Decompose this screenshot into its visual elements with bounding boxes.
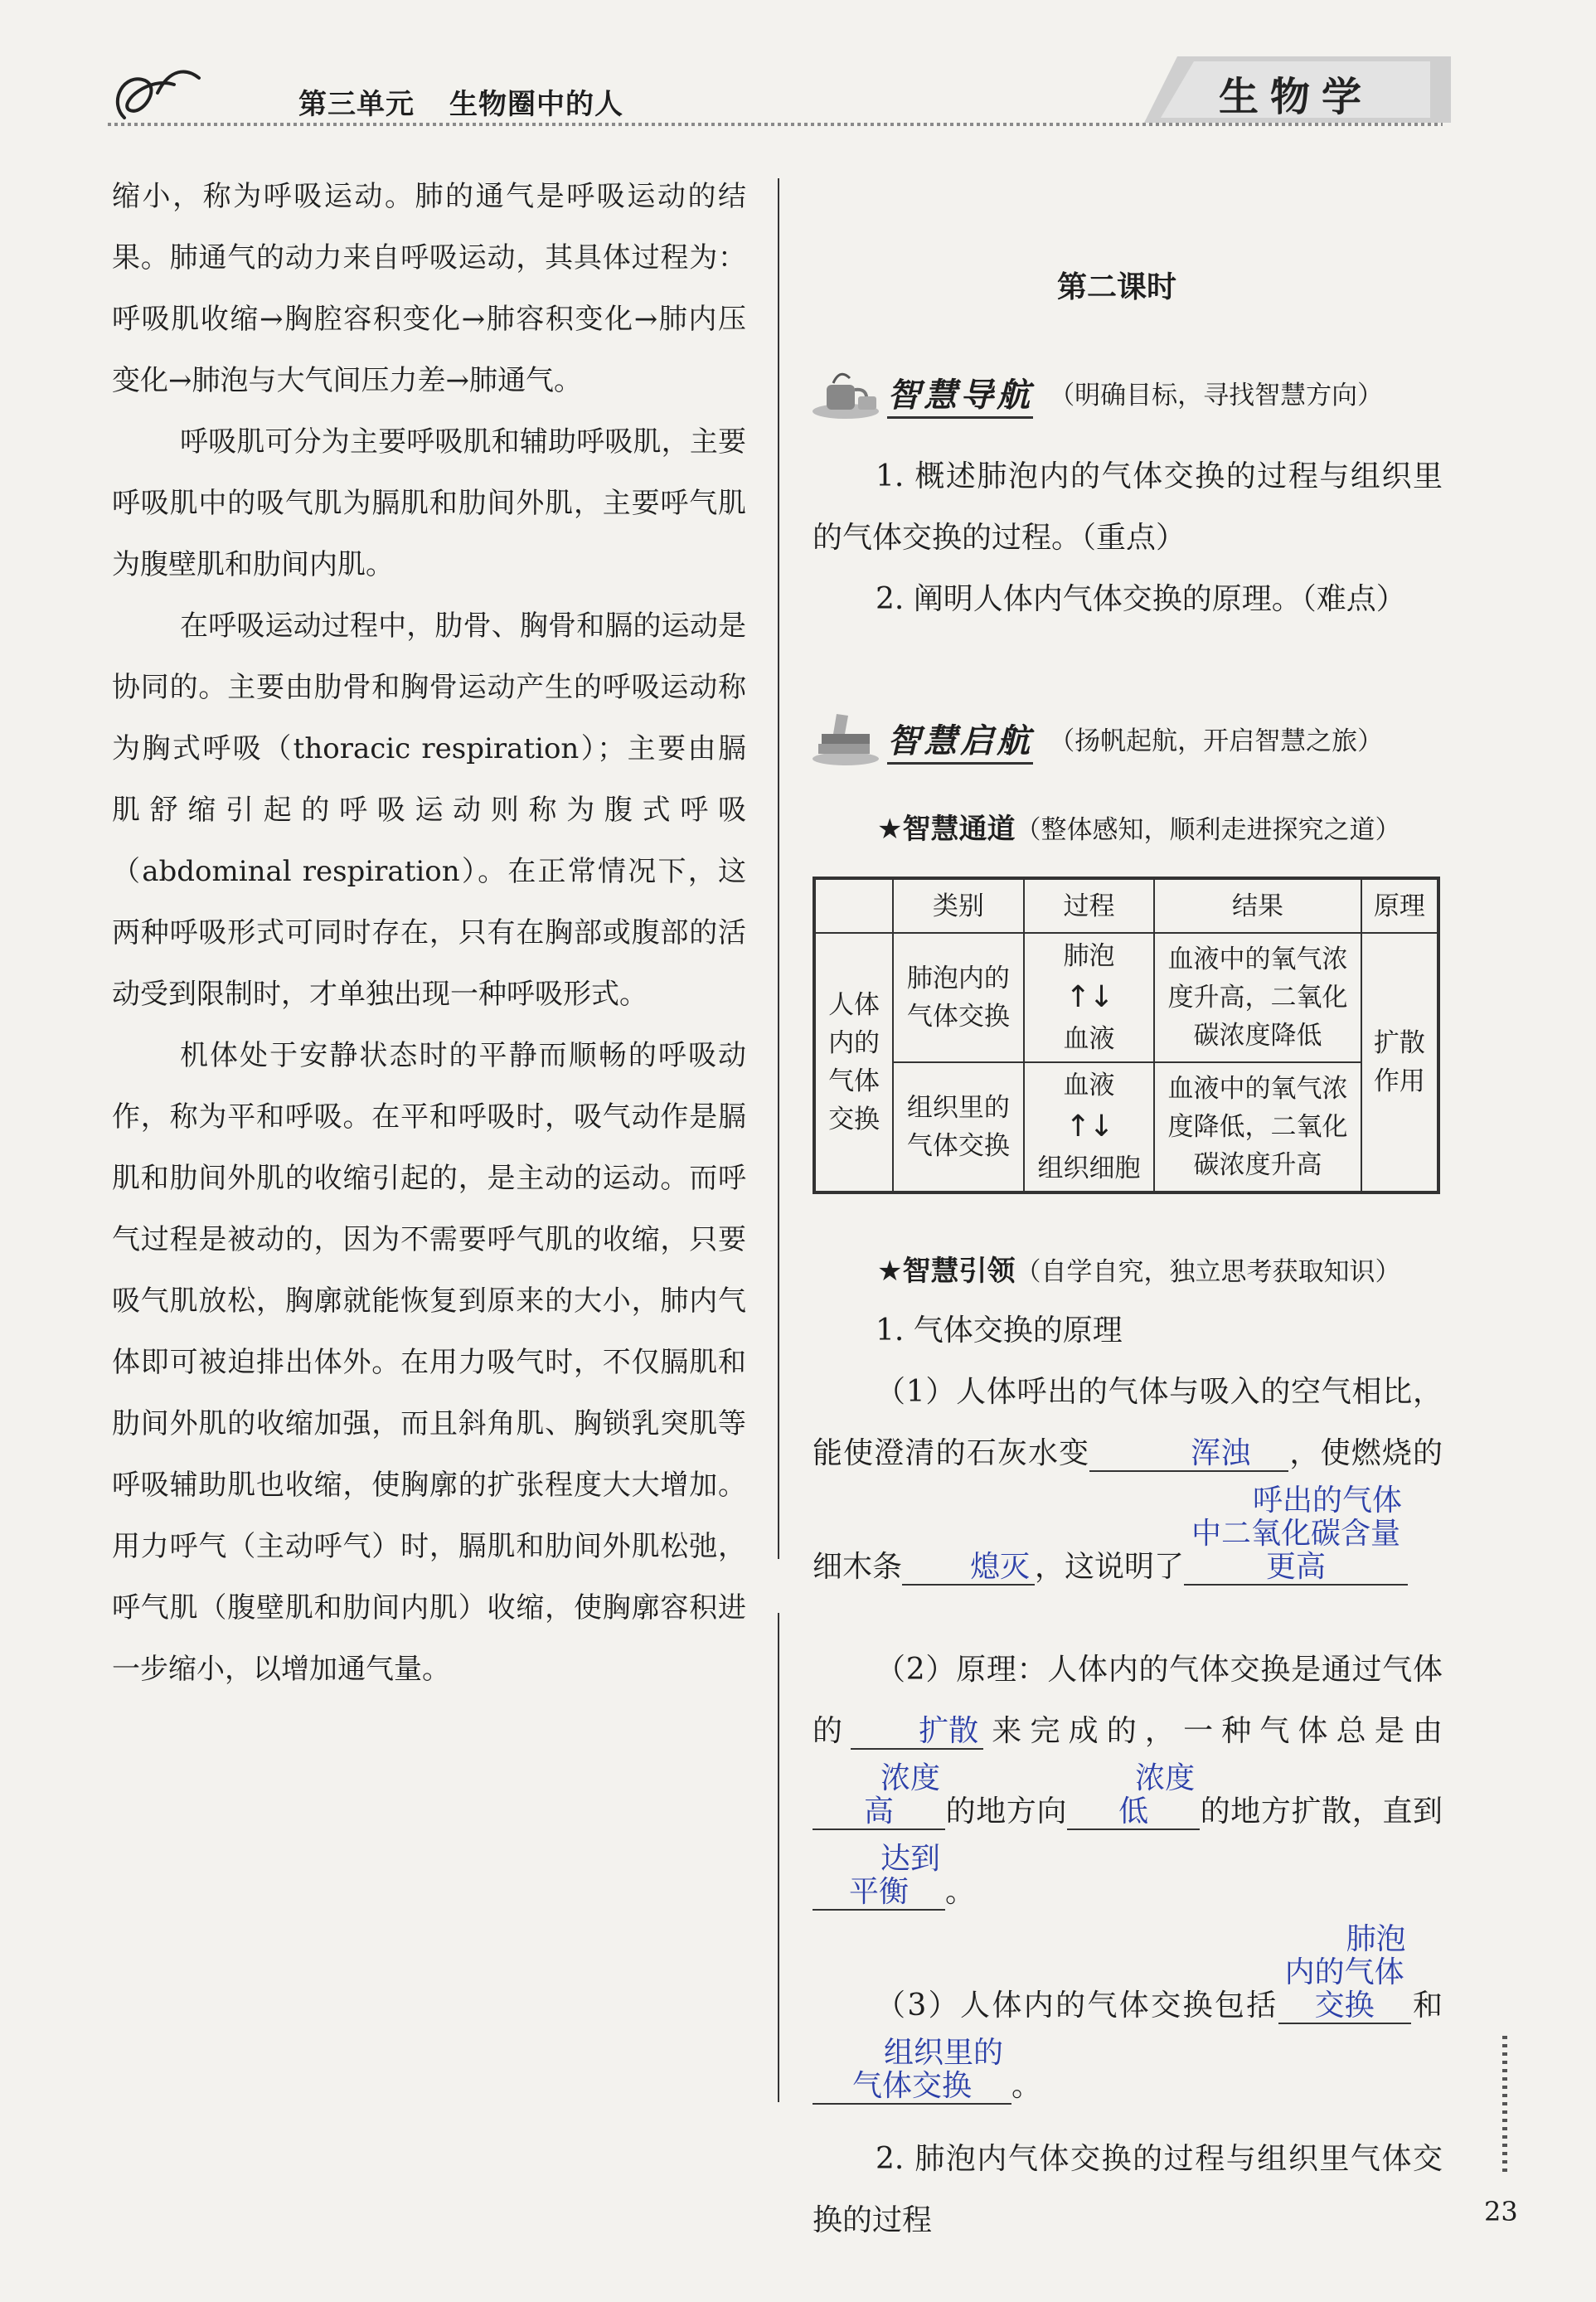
questions xyxy=(813,1300,1443,2251)
header-unit-title: 第三单元 生物圈中的人 xyxy=(298,88,623,121)
table-header: 原理 xyxy=(1361,878,1438,933)
gas-exchange-table xyxy=(813,877,1440,1194)
answer-diffusion[interactable]: 扩散 xyxy=(919,1714,979,1748)
q1-part2: （2）原理：人体内的气体交换是通过气体的 扩散 来完成的，一种气体总是由浓度高 的地方向浓度低 的地方扩散，直到达到平衡 。 xyxy=(813,1653,1443,1909)
process-bottom: 组织细胞 xyxy=(1037,1153,1141,1183)
answer-co2-higher[interactable]: 呼出的气体中二氧化碳含量更高 xyxy=(1191,1484,1403,1584)
channel-note: （整体感知，顺利走进探究之道） xyxy=(1015,815,1401,845)
exchange-arrows-icon: ↑↓ xyxy=(1065,980,1113,1014)
table-header: 类别 xyxy=(893,878,1024,933)
guide-item: 2. 阐明人体内气体交换的原理。（难点） xyxy=(876,582,1406,616)
lead-label: ★智慧引领 xyxy=(877,1255,1016,1288)
table-cell-category: 组织里的气体交换 xyxy=(893,1062,1024,1192)
left-paragraph: 缩小，称为呼吸运动。肺的通气是呼吸运动的结果。肺通气的动力来自呼吸运动，其具体过程为：呼吸肌收缩→胸腔容积变化→肺容积变化→肺内压变化→肺泡与大气间压力差→肺通气。 xyxy=(112,180,746,397)
table-cell-result: 血液中的氧气浓度升高，二氧化碳浓度降低 xyxy=(1154,933,1361,1062)
channel-label: ★智慧通道 xyxy=(877,813,1016,846)
guide-banner xyxy=(808,363,1383,421)
launch-note: （扬帆起航，开启智慧之旅） xyxy=(1049,726,1384,756)
lead-heading xyxy=(877,1248,1400,1289)
q1-part1: （1）人体呼出的气体与吸入的空气相比，能使澄清的石灰水变 浑浊 ，使燃烧的细木条 熄灭 ，这说明了呼出的气体中二氧化碳含量更高 xyxy=(813,1375,1443,1584)
guide-items xyxy=(813,446,1443,630)
lead-note: （自学自究，独立思考获取知识） xyxy=(1015,1257,1401,1287)
table-header: 过程 xyxy=(1024,878,1155,933)
table-header: 结果 xyxy=(1154,878,1361,933)
answer-alveolar-exchange[interactable]: 肺泡内的气体交换 xyxy=(1284,1922,1406,2023)
table-cell-process xyxy=(1024,933,1155,1062)
table-cell-category: 肺泡内的气体交换 xyxy=(893,933,1024,1062)
books-icon xyxy=(808,709,883,767)
q1-part3: （3）人体内的气体交换包括肺泡内的气体交换 和组织里的气体交换 。 xyxy=(813,1923,1443,2117)
publisher-logo xyxy=(108,60,207,126)
answer-tissue-exchange[interactable]: 组织里的气体交换 xyxy=(851,2036,1003,2103)
launch-banner xyxy=(808,709,1383,767)
left-paragraph: 机体处于安静状态时的平静而顺畅的呼吸动作，称为平和呼吸。在平和呼吸时，吸气动作是膈肌和肋间外肌的收缩引起的，是主动的运动。而呼气过程是被动的，因为不需要呼气肌的收缩，只要吸气肌放松，胸廓就能恢复到原来的大小，肺内气体即可被迫排出体外。在用力吸气时，不仅膈肌和肋间外肌的收缩加强，而且斜角肌、胸锁乳突肌等呼吸辅助肌也收缩，使胸廓的扩张程度大大增加。用力呼气（主动呼气）时，膈肌和肋间外肌松弛，呼气肌（腹壁肌和肋间内肌）收缩，使胸廓容积进一步缩小，以增加通气量。 xyxy=(112,1039,746,1686)
process-top: 肺泡 xyxy=(1063,941,1115,971)
q2: 2. 肺泡内气体交换的过程与组织里气体交换的过程 xyxy=(813,2142,1443,2237)
header-rule xyxy=(108,123,1443,126)
teapot-icon xyxy=(808,363,883,421)
margin-dots xyxy=(1502,2036,1507,2177)
answer-equilibrium[interactable]: 达到平衡 xyxy=(848,1842,940,1909)
lesson-title: 第二课时 xyxy=(1057,270,1177,304)
table-corner xyxy=(814,878,893,933)
table-cell-principle: 扩散作用 xyxy=(1361,933,1438,1192)
guide-item: 1. 概述肺泡内的气体交换的过程与组织里的气体交换的过程。（重点） xyxy=(813,459,1443,555)
column-divider xyxy=(778,178,779,1559)
column-divider xyxy=(778,1613,779,2102)
launch-title: 智慧启航 xyxy=(887,721,1033,765)
page-number: 23 xyxy=(1484,2196,1518,2227)
answer-high-concentration[interactable]: 浓度高 xyxy=(863,1761,940,1828)
table-cell-result: 血液中的氧气浓度降低，二氧化碳浓度升高 xyxy=(1154,1062,1361,1192)
answer-extinguish[interactable]: 熄灭 xyxy=(970,1550,1031,1584)
subject-label: 生物学 xyxy=(1219,74,1374,120)
guide-note: （明确目标，寻找智慧方向） xyxy=(1049,380,1384,410)
process-top: 血液 xyxy=(1063,1071,1115,1100)
table-cell-process xyxy=(1024,1062,1155,1192)
answer-low-concentration[interactable]: 浓度低 xyxy=(1118,1761,1196,1828)
exchange-arrows-icon: ↑↓ xyxy=(1065,1110,1113,1144)
table-group-label: 人体内的气体交换 xyxy=(814,933,893,1192)
answer-turbid[interactable]: 浑浊 xyxy=(1191,1436,1251,1470)
channel-heading xyxy=(877,806,1400,847)
q1-title: 1. 气体交换的原理 xyxy=(876,1314,1123,1348)
left-paragraph: 在呼吸运动过程中，肋骨、胸骨和膈的运动是协同的。主要由肋骨和胸骨运动产生的呼吸运动称为胸式呼吸（thoracic respiration）；主要由膈肌舒缩引起的呼吸运动则称为腹式呼吸（abdominal respiration）。在正常情况下，这两种呼吸形式可同时存在，只有在胸部或腹部的活动受到限制时，才单独出现一种呼吸形式。 xyxy=(112,609,746,1011)
left-paragraph: 呼吸肌可分为主要呼吸肌和辅助呼吸肌，主要呼吸肌中的吸气肌为膈肌和肋间外肌，主要呼气肌为腹壁肌和肋间内肌。 xyxy=(112,425,746,581)
process-bottom: 血液 xyxy=(1063,1024,1115,1054)
guide-title: 智慧导航 xyxy=(887,376,1033,419)
left-column xyxy=(112,166,746,1700)
